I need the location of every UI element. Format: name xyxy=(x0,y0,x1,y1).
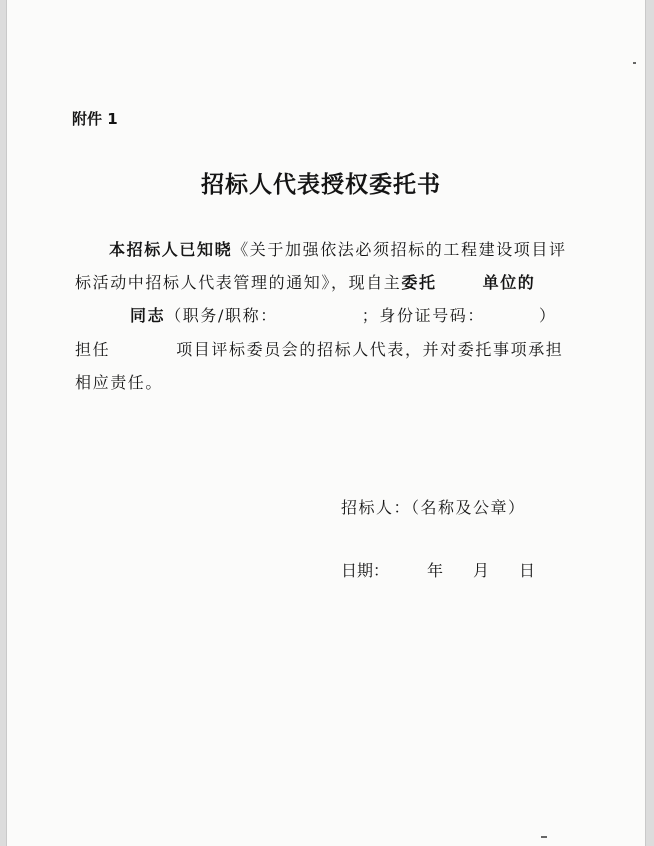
body-line-5-text: 相应责任。 xyxy=(75,373,164,392)
body-line-2 xyxy=(75,270,535,293)
attachment-label: 附件 1 xyxy=(72,110,118,128)
body-line-2-bold-2: 单位的 xyxy=(482,273,536,292)
date-month: 月 xyxy=(473,561,490,580)
body-line-3-text-2: ；身份证号码： xyxy=(361,306,485,325)
body-line-2-text: 标活动中招标人代表管理的通知》，现自主 xyxy=(75,273,402,292)
body-line-4-text-1: 担任 xyxy=(75,340,111,359)
body-line-4 xyxy=(75,337,563,360)
body-line-1 xyxy=(109,237,567,260)
body-line-3-text-1: （职务/职称： xyxy=(165,306,278,325)
body-line-1-text: 《关于加强依法必须招标的工程建设项目评 xyxy=(232,240,567,259)
body-line-5 xyxy=(75,370,163,393)
scan-speck xyxy=(633,62,636,64)
document-title: 招标人代表授权委托书 xyxy=(201,171,441,198)
date-day: 日 xyxy=(519,561,536,580)
tenderer-signature-label: 招标人：（名称及公章） xyxy=(341,498,526,517)
body-line-3-text-3: ） xyxy=(539,306,557,325)
document-page xyxy=(6,0,646,846)
body-line-2-bold-1: 委托 xyxy=(401,273,437,292)
body-line-3-bold: 同志 xyxy=(130,306,166,325)
body-line-3 xyxy=(130,303,557,326)
date-line xyxy=(341,558,535,581)
body-line-1-bold: 本招标人已知晓 xyxy=(109,240,233,259)
body-line-4-text-2: 项目评标委员会的招标人代表，并对委托事项承担 xyxy=(176,340,564,359)
date-year: 年 xyxy=(427,561,444,580)
date-label: 日期： xyxy=(341,561,390,580)
scan-speck xyxy=(541,836,547,838)
